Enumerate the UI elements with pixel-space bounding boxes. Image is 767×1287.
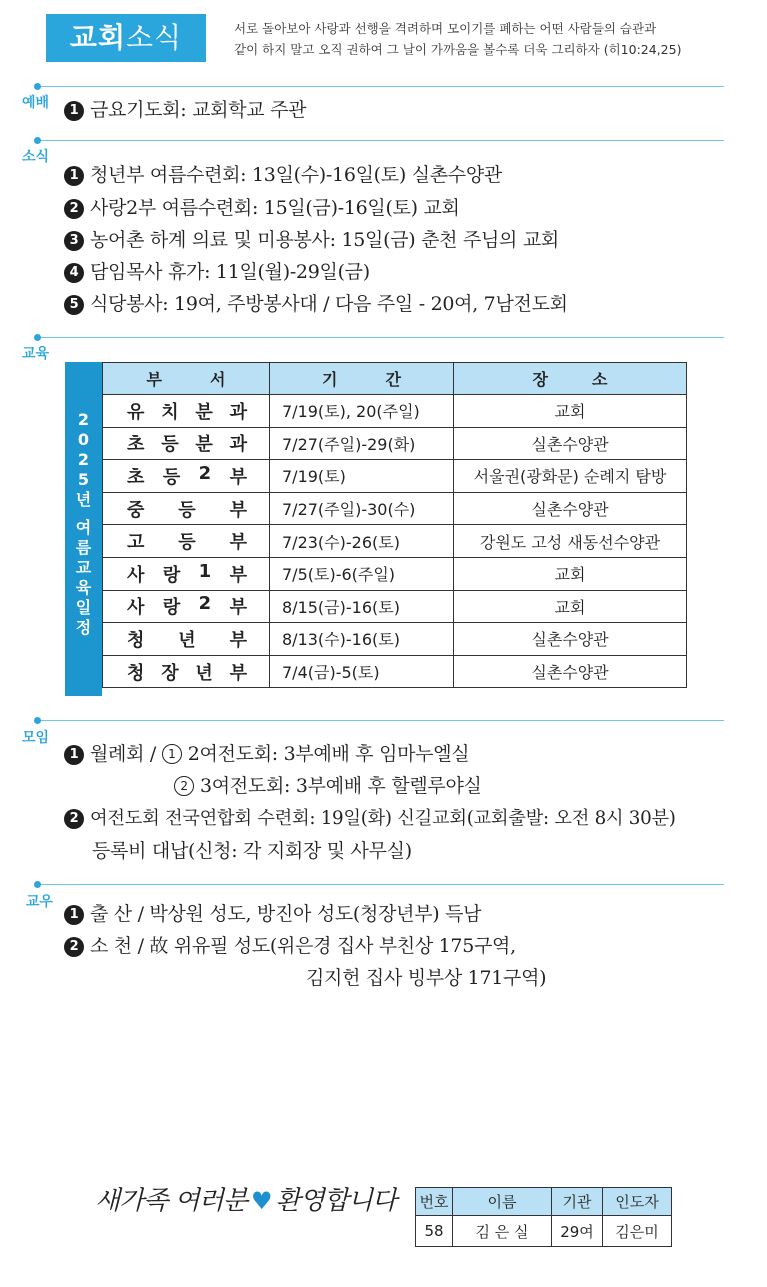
- cell-period: 7/27(주일)-30(수): [270, 492, 454, 525]
- dept-char: 청: [127, 629, 145, 651]
- dept-char: 분: [195, 401, 213, 423]
- cell-place: 실촌수양관: [454, 492, 687, 525]
- side-char: 2: [77, 450, 90, 469]
- header-number: 번호: [416, 1188, 453, 1216]
- section-label-meeting: 모임: [22, 730, 50, 746]
- cell-place: 강원도 고성 새동선수양관: [454, 525, 687, 558]
- verse-line-2: 같이 하지 말고 오직 권하여 그 날이 가까움을 볼수록 더욱 그리하자 (히10:24,25): [234, 42, 682, 57]
- number-badge: 1: [64, 905, 84, 925]
- header-period: [270, 363, 454, 395]
- dept-char: 등: [178, 532, 196, 554]
- number-badge: 4: [64, 263, 84, 283]
- number-badge: 1: [64, 166, 84, 186]
- header-char: 간: [385, 370, 401, 389]
- cell-number: 58: [416, 1216, 453, 1247]
- table-row: [103, 655, 687, 688]
- section-label-fellowship: 교우: [26, 894, 54, 910]
- meeting-sub-text: 3여전도회: 3부예배 후 할렐루야실: [200, 775, 482, 797]
- table-row: [103, 460, 687, 493]
- meeting-item-2-cont: [92, 837, 412, 865]
- dept-name: [103, 626, 269, 652]
- cell-period: 8/13(수)-16(토): [270, 623, 454, 656]
- verse-line-1: 서로 돌아보아 사랑과 선행을 격려하며 모이기를 폐하는 어떤 사람들의 습관과: [234, 21, 657, 36]
- table-row: [103, 623, 687, 656]
- cell-name: 김 은 실: [453, 1216, 552, 1247]
- header-organization: 기관: [552, 1188, 603, 1216]
- section-divider: [38, 720, 724, 721]
- news-item-text: 식당봉사: 19여, 주방봉사대 / 다음 주일 - 20여, 7남전도회: [90, 293, 568, 315]
- fellowship-item-text: 출 산 / 박상원 성도, 방진아 성도(청장년부) 득남: [90, 903, 482, 925]
- number-badge: 1: [64, 101, 84, 121]
- number-badge: 5: [64, 295, 84, 315]
- dept-char: 중: [127, 499, 145, 521]
- dept-char: 부: [229, 499, 247, 521]
- fellowship-item-text: 소 천 / 故 위유필 성도(위은경 집사 부친상 175구역,: [90, 935, 516, 957]
- title-bold: 교회: [69, 21, 126, 54]
- title-light: 소식: [126, 21, 183, 54]
- welcome-banner: [95, 1180, 396, 1217]
- cell-dept: [103, 460, 270, 493]
- meeting-item-text: 등록비 대납(신청: 각 지회장 및 사무실): [92, 840, 412, 862]
- news-item-4: [64, 258, 370, 286]
- dept-char: 과: [229, 434, 247, 456]
- header-char: 장: [532, 370, 548, 389]
- welcome-text-after: 환영합니다: [275, 1186, 397, 1216]
- dept-char: 장: [161, 662, 179, 684]
- dept-char: 부: [229, 629, 247, 651]
- meeting-item-text: 여전도회 전국연합회 수련회: 19일(화) 신길교회(교회출발: 오전 8시 30분): [90, 808, 676, 829]
- cell-dept: [103, 525, 270, 558]
- cell-period: 8/15(금)-16(토): [270, 590, 454, 623]
- cell-place: 교회: [454, 395, 687, 428]
- page-title: [46, 14, 206, 62]
- heart-icon: ♥: [250, 1187, 272, 1215]
- cell-period: 7/4(금)-5(토): [270, 655, 454, 688]
- meeting-sub-text: 2여전도회: 3부예배 후 임마누엘실: [187, 743, 470, 765]
- section-divider: [38, 86, 724, 87]
- table-row: [103, 427, 687, 460]
- table-row: [103, 590, 687, 623]
- fellowship-item-2: [64, 932, 516, 960]
- number-badge: 1: [64, 745, 84, 765]
- dept-name: [103, 528, 269, 554]
- dept-char: 년: [195, 662, 213, 684]
- table-row: [103, 395, 687, 428]
- cell-dept: [103, 492, 270, 525]
- education-schedule-table: [102, 362, 687, 688]
- cell-place: 교회: [454, 557, 687, 590]
- dept-name: [103, 430, 269, 456]
- side-char: 교: [75, 558, 92, 577]
- dept-char: 고: [127, 532, 145, 554]
- cell-period: 7/27(주일)-29(화): [270, 427, 454, 460]
- section-divider: [38, 884, 724, 885]
- table-header-row: [416, 1188, 672, 1216]
- table-header-row: [103, 363, 687, 395]
- dept-char: 2: [198, 593, 212, 615]
- cell-place: 실촌수양관: [454, 427, 687, 460]
- meeting-item-prefix: 월례회 /: [90, 743, 162, 765]
- cell-place: 실촌수양관: [454, 623, 687, 656]
- meeting-item-1: [64, 740, 469, 768]
- dept-char: 초: [127, 466, 145, 488]
- side-char: 5: [77, 470, 90, 489]
- cell-period: 7/19(토), 20(주일): [270, 395, 454, 428]
- dept-name: [103, 593, 269, 619]
- cell-period: 7/5(토)-6(주일): [270, 557, 454, 590]
- dept-name: [103, 659, 269, 685]
- dept-char: 등: [178, 499, 196, 521]
- cell-place: 교회: [454, 590, 687, 623]
- side-char: 년: [75, 490, 92, 509]
- worship-item-text: 금요기도회: 교회학교 주관: [90, 99, 307, 121]
- dept-char: 1: [198, 560, 212, 582]
- cell-place: 서울권(광화문) 순례지 탐방: [454, 460, 687, 493]
- section-label-worship: 예배: [22, 95, 50, 111]
- dept-char: 등: [162, 466, 181, 488]
- newcomer-table: [415, 1187, 672, 1247]
- number-badge: 3: [64, 231, 84, 251]
- dept-char: 초: [127, 434, 145, 456]
- header-guide: 인도자: [603, 1188, 672, 1216]
- news-item-1: [64, 161, 502, 189]
- news-item-5: [64, 290, 568, 318]
- cell-place: 실촌수양관: [454, 655, 687, 688]
- dept-char: 년: [178, 629, 196, 651]
- section-label-news: 소식: [22, 149, 50, 165]
- dept-char: 과: [229, 401, 247, 423]
- welcome-text-before: 새가족 여러분: [95, 1186, 247, 1216]
- dept-char: 랑: [162, 564, 181, 586]
- dept-char: 등: [161, 434, 179, 456]
- dept-char: 사: [127, 564, 145, 586]
- education-side-title: [65, 362, 102, 696]
- meeting-item-2: [64, 805, 676, 833]
- cell-dept: [103, 655, 270, 688]
- number-badge: 2: [64, 809, 84, 829]
- dept-char: 유: [127, 401, 145, 423]
- number-badge: 2: [64, 199, 84, 219]
- cell-guide: 김은미: [603, 1216, 672, 1247]
- dept-name: [103, 496, 269, 522]
- header-char: 부: [146, 370, 162, 389]
- side-char: 2: [77, 410, 90, 429]
- dept-char: 부: [229, 662, 247, 684]
- cell-dept: [103, 623, 270, 656]
- dept-char: 분: [195, 434, 213, 456]
- cell-dept: [103, 395, 270, 428]
- dept-char: 치: [161, 401, 179, 423]
- cell-period: 7/19(토): [270, 460, 454, 493]
- news-item-2: [64, 194, 460, 222]
- side-char: 정: [75, 618, 92, 637]
- table-row: [103, 525, 687, 558]
- dept-name: [103, 463, 269, 489]
- news-item-text: 청년부 여름수련회: 13일(수)-16일(토) 실촌수양관: [90, 164, 502, 186]
- cell-dept: [103, 590, 270, 623]
- fellowship-item-2-cont: [306, 964, 546, 992]
- sub-number-badge: 2: [174, 776, 194, 796]
- section-divider: [38, 140, 724, 141]
- dept-char: 부: [229, 532, 247, 554]
- dept-char: 부: [229, 466, 247, 488]
- cell-dept: [103, 557, 270, 590]
- side-char: 여: [75, 518, 92, 537]
- table-row: [103, 492, 687, 525]
- header-place: [454, 363, 687, 395]
- dept-char: 부: [229, 564, 247, 586]
- news-item-text: 농어촌 하계 의료 및 미용봉사: 15일(금) 춘천 주님의 교회: [90, 229, 559, 251]
- header-char: 서: [210, 370, 226, 389]
- table-row: [103, 557, 687, 590]
- news-item-3: [64, 226, 559, 254]
- worship-item-1: [64, 96, 306, 124]
- section-divider: [38, 337, 724, 338]
- dept-char: 2: [198, 462, 212, 484]
- sub-number-badge: 1: [162, 744, 182, 764]
- header-name: 이름: [453, 1188, 552, 1216]
- dept-char: 사: [127, 597, 145, 619]
- side-char: 일: [75, 598, 92, 617]
- dept-char: 부: [229, 597, 247, 619]
- meeting-item-1-sub-2: [174, 772, 482, 800]
- scripture-verse: [234, 18, 754, 60]
- fellowship-item-1: [64, 900, 481, 928]
- news-item-text: 담임목사 휴가: 11일(월)-29일(금): [90, 261, 370, 283]
- cell-dept: [103, 427, 270, 460]
- fellowship-item-text: 김지헌 집사 빙부상 171구역): [306, 967, 547, 989]
- side-char: 름: [75, 538, 92, 557]
- header-char: 기: [322, 370, 338, 389]
- header-char: 소: [592, 370, 608, 389]
- side-spacer: [65, 510, 102, 518]
- side-char: 육: [75, 578, 92, 597]
- dept-name: [103, 561, 269, 587]
- news-item-text: 사랑2부 여름수련회: 15일(금)-16일(토) 교회: [90, 197, 460, 219]
- table-row: [416, 1216, 672, 1247]
- dept-name: [103, 398, 269, 424]
- cell-organization: 29여: [552, 1216, 603, 1247]
- section-label-education: 교육: [22, 346, 50, 362]
- dept-char: 청: [127, 662, 145, 684]
- header-dept: [103, 363, 270, 395]
- side-char: 0: [77, 430, 90, 449]
- cell-period: 7/23(수)-26(토): [270, 525, 454, 558]
- number-badge: 2: [64, 937, 84, 957]
- dept-char: 랑: [162, 597, 181, 619]
